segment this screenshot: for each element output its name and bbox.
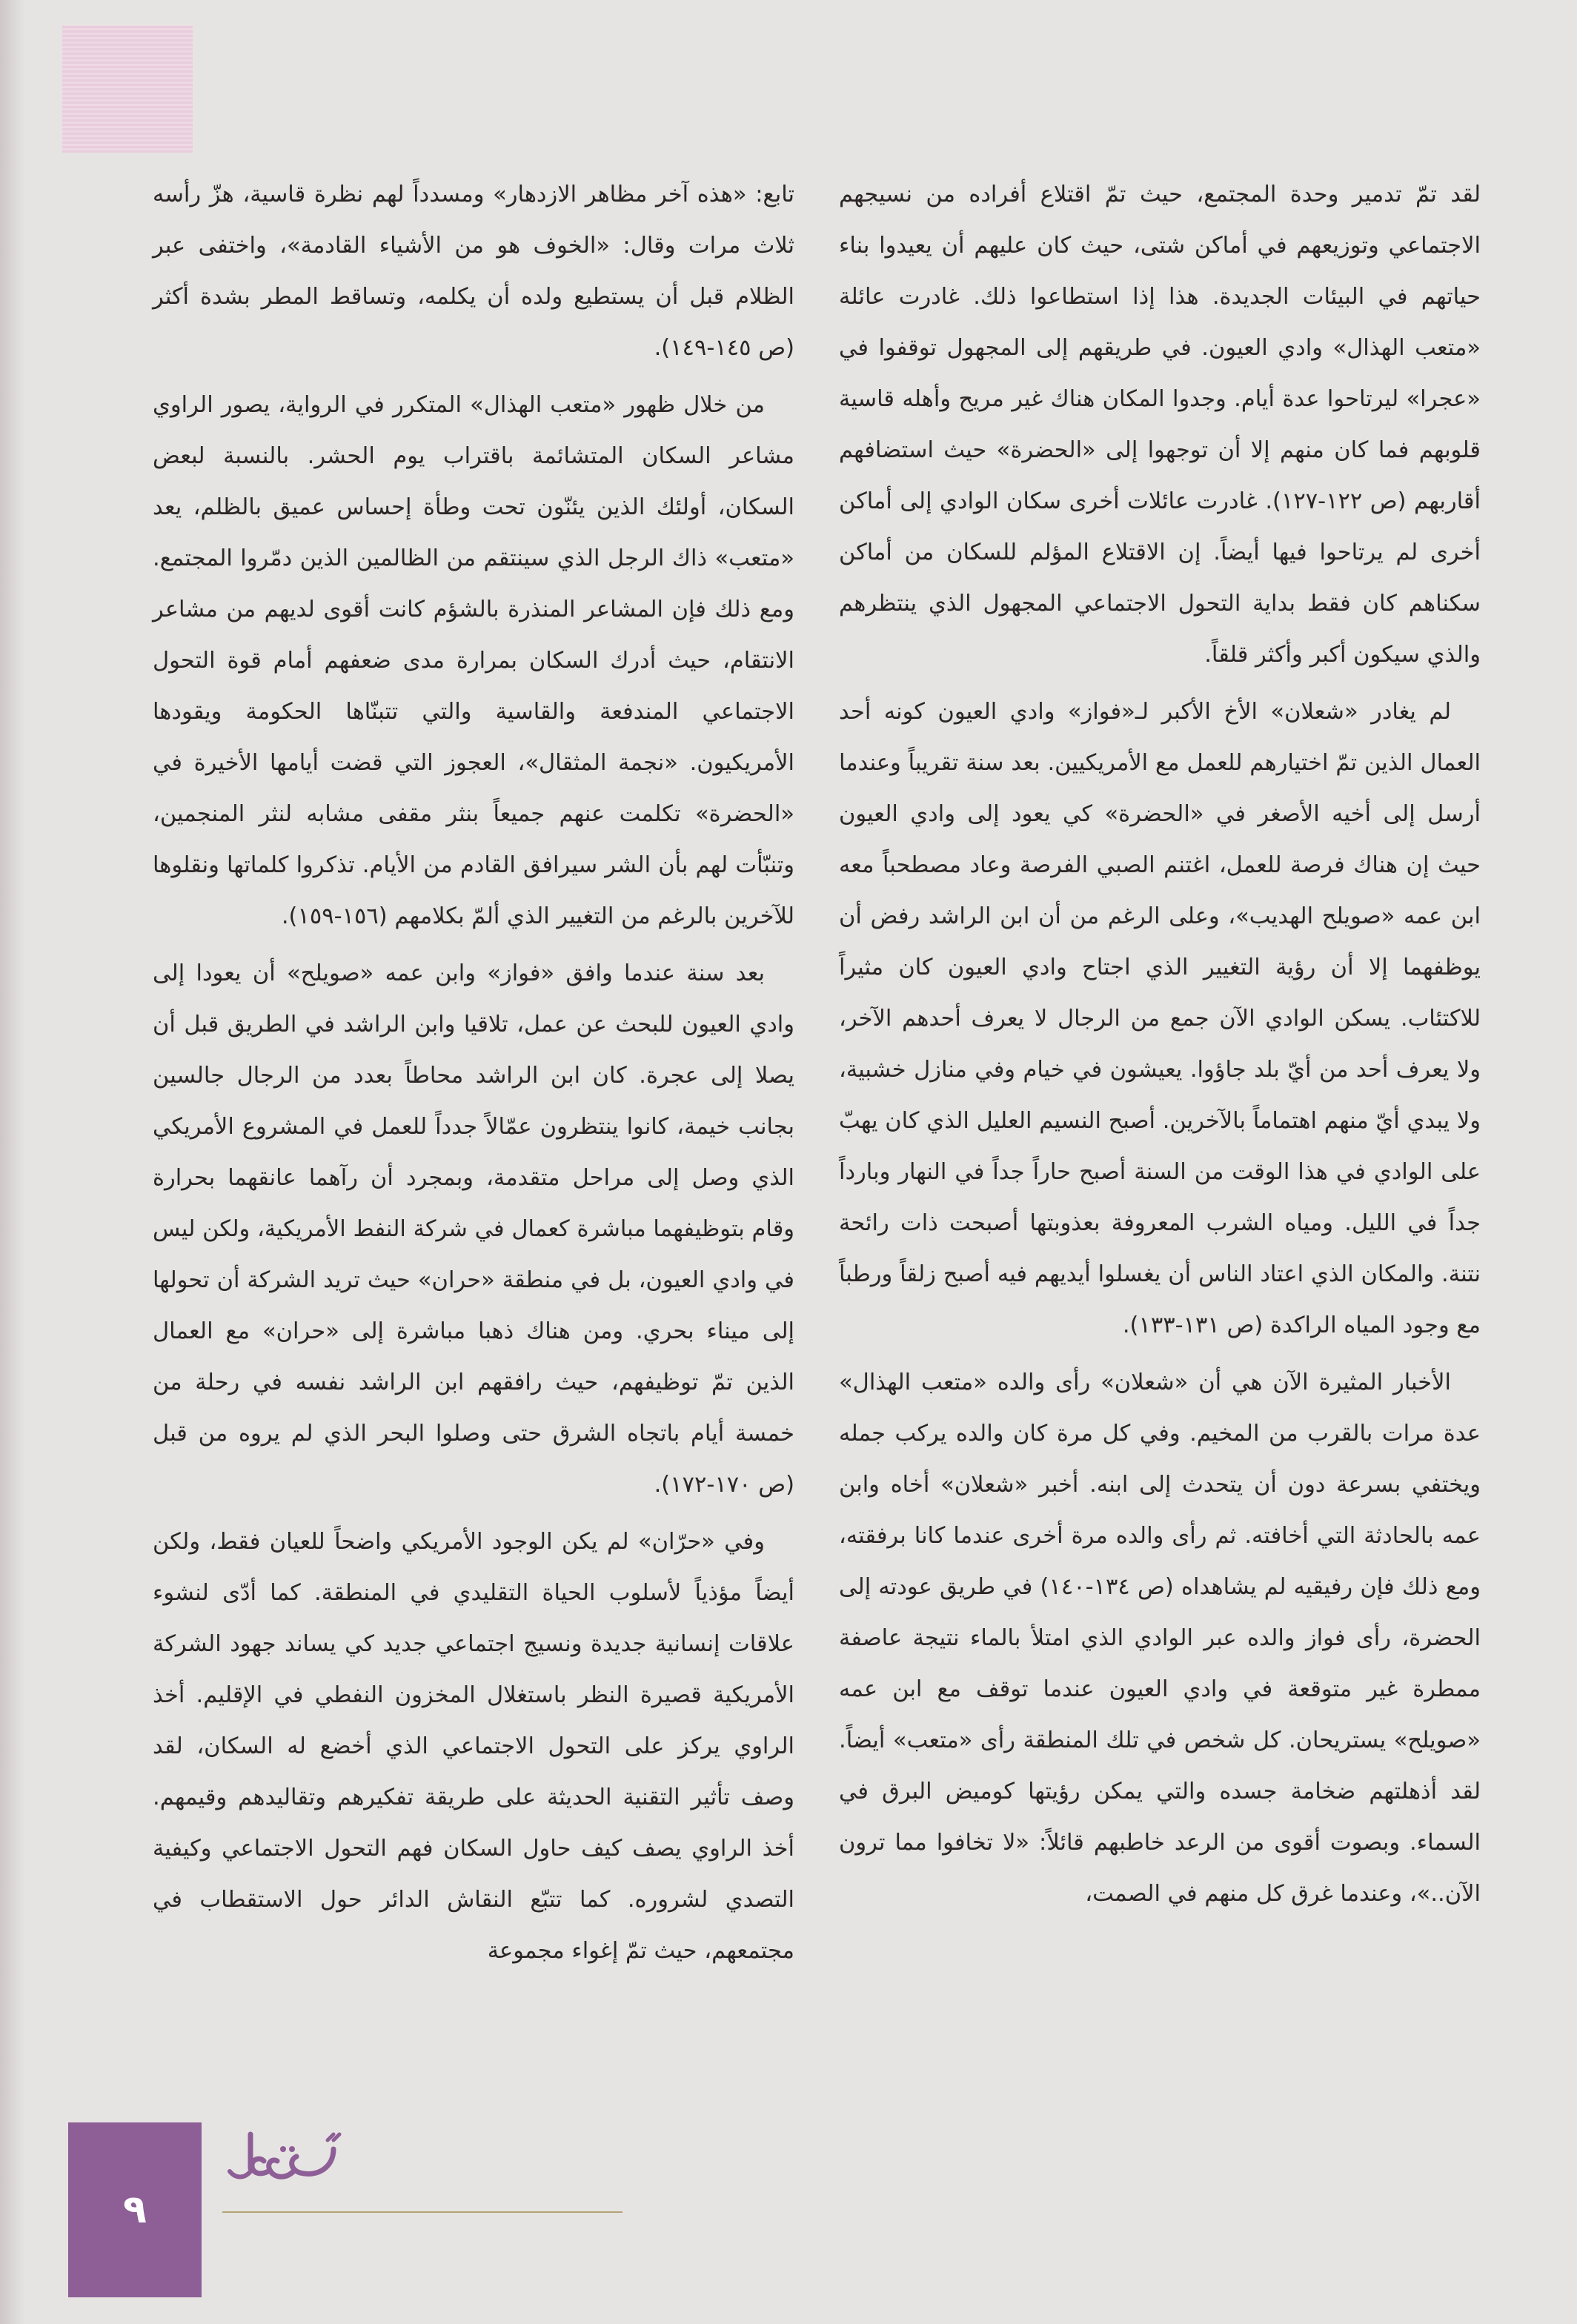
paragraph: تابع: «هذه آخر مظاهر الازدهار» ومسدداً لهم نظرة قاسية، هزّ رأسه ثلاث مرات وقال: «الخوف هو من الأشياء القادمة»، واختفى عبر الظلام قبل أن يستطيع ولده أن يكلمه، وتساقط المطر بشدة أكثر (ص ١٤٥-١٤٩).: [153, 182, 794, 361]
paragraph: الأخبار المثيرة الآن هي أن «شعلان» رأى والده «متعب الهذال» عدة مرات بالقرب من المخيم. وفي كل مرة كان والده يركب جمله ويختفي بسرعة دون أن يتحدث إلى ابنه. أخبر «شعلان» أخاه وابن عمه بالحادثة التي أخافته. ثم رأى والده مرة أخرى عندما كانا برفقته، ومع ذلك فإن رفيقيه لم يشاهداه (ص ١٣٤-١٤٠) في طريق عودته إلى الحضرة، رأى فواز والده عبر الوادي الذي امتلأ بالماء نتيجة عاصفة ممطرة غير متوقعة في وادي العيون عندما توقف مع ابن عمه «صويلح» يستريحان. كل شخص في تلك المنطقة رأى «متعب» أيضاً. لقد أذهلتهم ضخامة جسده والتي يمكن رؤيتها كوميض البرق في السماء. وبصوت أقوى من الرعد خاطبهم قائلاً: «لا تخافوا مما ترون الآن..»، وعندما غرق كل منهم في الصمت،: [839, 1370, 1481, 1907]
paragraph: من خلال ظهور «متعب الهذال» المتكرر في الرواية، يصور الراوي مشاعر السكان المتشائمة باقتراب يوم الحشر. بالنسبة لبعض السكان، أولئك الذين يئنّون تحت وطأة إحساس عميق بالظلم، يعد «متعب» ذاك الرجل الذي سينتقم من الظالمين الذين دمّروا المجتمع. ومع ذلك فإن المشاعر المنذرة بالشؤم كانت أقوى لديهم من مشاعر الانتقام، حيث أدرك السكان بمرارة مدى ضعفهم أمام قوة التحول الاجتماعي المندفعة والقاسية والتي تتبنّاها الحكومة ويقودها الأمريكيون. «نجمة المثقال»، العجوز التي قضت أيامها الأخيرة في «الحضرة» تكلمت عنهم جميعاً بنثر مقفى مشابه لنثر المنجمين، وتنبّأت لهم بأن الشر سيرافق القادم من الأيام. تذكروا كلماتها ونقلوها للآخرين بالرغم من التغيير الذي ألمّ بكلامهم (١٥٦-١٥٩).: [153, 392, 794, 929]
magazine-logo: [222, 2119, 348, 2201]
page-number: ٩: [123, 2188, 147, 2232]
page-edge-shadow: [0, 0, 25, 2324]
paragraph: لم يغادر «شعلان» الأخ الأكبر لـ«فواز» وادي العيون كونه أحد العمال الذين تمّ اختيارهم للعمل مع الأمريكيين. بعد سنة تقريباً وعندما أرسل إلى أخيه الأصغر في «الحضرة» كي يعود إلى وادي العيون حيث إن هناك فرصة للعمل، اغتنم الصبي الفرصة وعاد مصطحباً معه ابن عمه «صويلح الهديب»، وعلى الرغم من أن ابن الراشد رفض أن يوظفهما إلا أن رؤية التغيير الذي اجتاح وادي العيون كان مثيراً للاكتئاب. يسكن الوادي الآن جمع من الرجال لا يعرف أحدهم الآخر، ولا يعرف أحد من أيّ بلد جاؤوا. يعيشون في خيام وفي منازل خشبية، ولا يبدي أيّ منهم اهتماماً بالآخرين. أصبح النسيم العليل الذي كان يهبّ على الوادي في هذا الوقت من السنة أصبح حاراً جداً في النهار وبارداً جداً في الليل. ومياه الشرب المعروفة بعذوبتها أصبحت ذات رائحة نتنة. والمكان الذي اعتاد الناس أن يغسلوا أيديهم فيه أصبح زلقاً ورطباً مع وجود المياه الراكدة (ص ١٣١-١٣٣).: [839, 699, 1481, 1338]
decorative-pink-square: [62, 25, 193, 153]
paragraph: لقد تمّ تدمير وحدة المجتمع، حيث تمّ اقتلاع أفراده من نسيجهم الاجتماعي وتوزيعهم في أماكن شتى، حيث كان عليهم أن يعيدوا بناء حياتهم في البيئات الجديدة. هذا إذا استطاعوا ذلك. غادرت عائلة «متعب الهذال» وادي العيون. في طريقهم إلى المجهول توقفوا في «عجرا» ليرتاحوا عدة أيام. وجدوا المكان هناك غير مريح وأهله قاسية قلوبهم فما كان منهم إلا أن توجهوا إلى «الحضرة» حيث استضافهم أقاربهم (ص ١٢٢-١٢٧). غادرت عائلات أخرى سكان الوادي إلى أماكن أخرى لم يرتاحوا فيها أيضاً. إن الاقتلاع المؤلم للسكان من أماكن سكناهم كان فقط بداية التحول الاجتماعي المجهول الذي ينتظرهم والذي سيكون أكبر وأكثر قلقاً.: [839, 182, 1481, 668]
paragraph: بعد سنة عندما وافق «فواز» وابن عمه «صويلح» أن يعودا إلى وادي العيون للبحث عن عمل، تلاقيا وابن الراشد في الطريق قبل أن يصلا إلى عجرة. كان ابن الراشد محاطاً بعدد من الرجال جالسين بجانب خيمة، كانوا ينتظرون عمّالاً جدداً للعمل في المشروع الأمريكي الذي وصل إلى مراحل متقدمة، وبمجرد أن رآهما عانقهما بحرارة وقام بتوظيفهما مباشرة كعمال في شركة النفط الأمريكية، ولكن ليس في وادي العيون، بل في منطقة «حران» حيث تريد الشركة أن تحولها إلى ميناء بحري. ومن هناك ذهبا مباشرة إلى «حران» مع العمال الذين تمّ توظيفهم، حيث رافقهم ابن الراشد نفسه في رحلة من خمسة أيام باتجاه الشرق حتى وصلوا البحر الذي لم يروه من قبل (ص ١٧٠-١٧٢).: [153, 960, 794, 1498]
page-number-box: [68, 2122, 202, 2297]
left-text-column: [153, 169, 794, 1982]
paragraph: وفي «حرّان» لم يكن الوجود الأمريكي واضحاً للعيان فقط، ولكن أيضاً مؤذياً لأسلوب الحياة التقليدي في المنطقة. كما أدّى لنشوء علاقات إنسانية جديدة ونسيج اجتماعي جديد كي يساند جهود الشركة الأمريكية قصيرة النظر باستغلال المخزون النفطي في الإقليم. أخذ الراوي يركز على التحول الاجتماعي الذي أخضع له السكان، لقد وصف تأثير التقنية الحديثة على طريقة تفكيرهم وتقاليدهم وقيمهم. أخذ الراوي يصف كيف حاول السكان فهم التحول الاجتماعي وكيفية التصدي لشروره. كما تتبّع النقاش الدائر حول الاستقطاب في مجتمعهم، حيث تمّ إغواء مجموعة: [153, 1529, 794, 1964]
footer-rule: [222, 2211, 622, 2213]
right-text-column: [839, 169, 1481, 1925]
